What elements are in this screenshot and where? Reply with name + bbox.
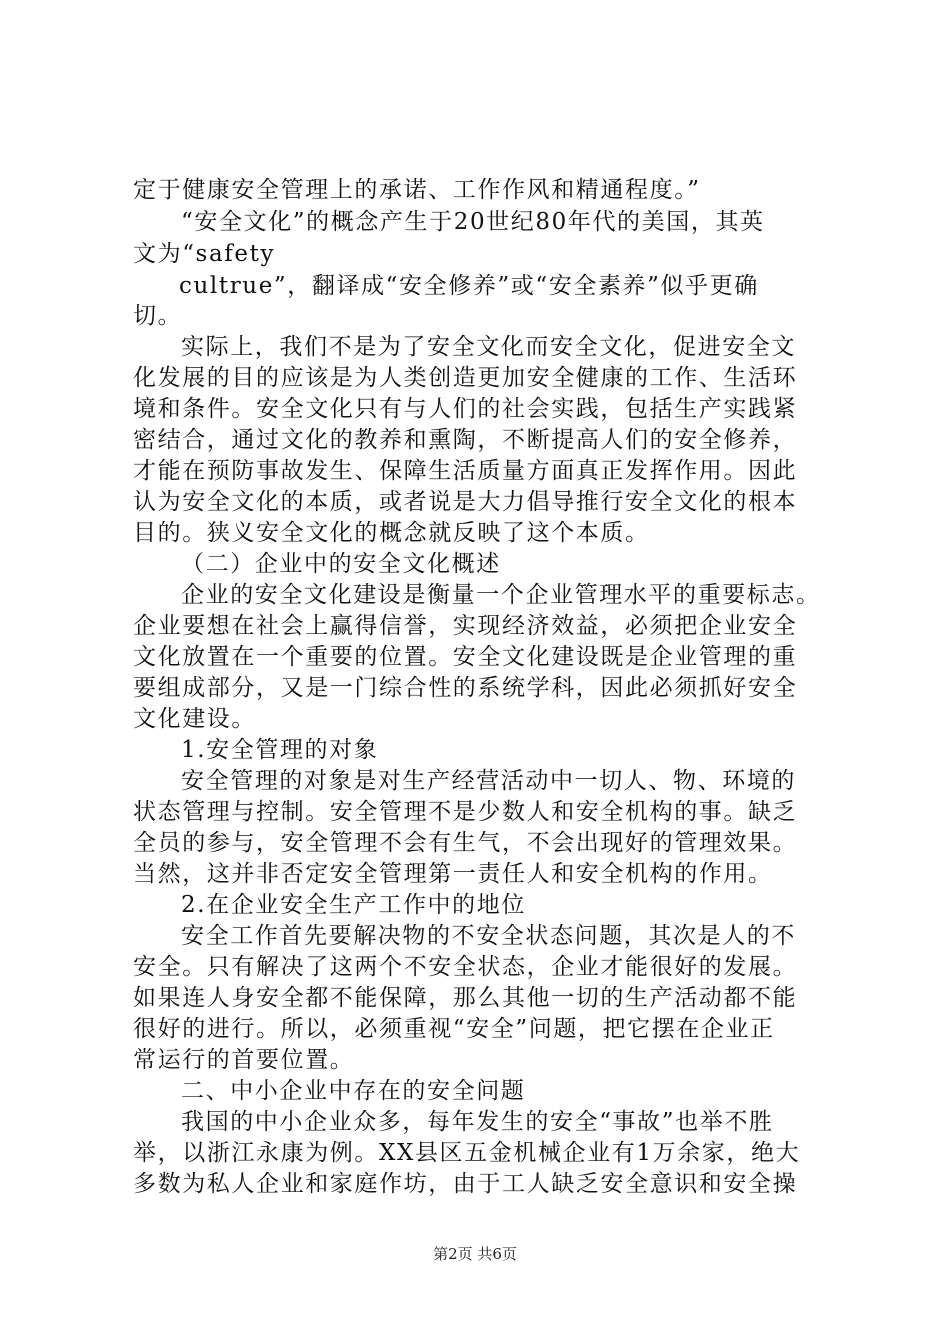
text-line: 才能在预防事故发生、保障生活质量方面真正发挥作用。因此 bbox=[133, 458, 798, 484]
text-line: 目的。狭义安全文化的概念就反映了这个本质。 bbox=[133, 520, 650, 546]
text-line: 如果连人身安全都不能保障，那么其他一切的生产活动都不能 bbox=[133, 985, 798, 1011]
section-heading: 二、中小企业中存在的安全问题 bbox=[181, 1078, 526, 1104]
text-line: 切。 bbox=[133, 303, 183, 329]
text-line: 企业要想在社会上赢得信誉，实现经济效益，必须把企业安全 bbox=[133, 613, 798, 639]
section-heading: 2.在企业安全生产工作中的地位 bbox=[181, 892, 526, 918]
text-line: 要组成部分，又是一门综合性的系统学科，因此必须抓好安全 bbox=[133, 675, 798, 701]
text-line: 安全。只有解决了这两个不安全状态，企业才能很好的发展。 bbox=[133, 954, 798, 980]
text-line: 安全工作首先要解决物的不安全状态问题，其次是人的不 bbox=[181, 923, 796, 949]
section-heading: （二）企业中的安全文化概述 bbox=[181, 551, 501, 577]
text-line: 认为安全文化的本质，或者说是大力倡导推行安全文化的根本 bbox=[133, 489, 798, 515]
text-line: 实际上，我们不是为了安全文化而安全文化，促进安全文 bbox=[181, 334, 796, 360]
text-line: 密结合，通过文化的教养和熏陶，不断提高人们的安全修养， bbox=[133, 427, 798, 453]
section-heading: 1.安全管理的对象 bbox=[181, 737, 379, 763]
text-line: 全员的参与，安全管理不会有生气，不会出现好的管理效果。 bbox=[133, 830, 798, 856]
text-line: 定于健康安全管理上的承诺、工作作风和精通程度。” bbox=[133, 177, 701, 203]
page-number-footer: 第2页 共6页 bbox=[433, 1245, 517, 1263]
text-line: 状态管理与控制。安全管理不是少数人和安全机构的事。缺乏 bbox=[133, 799, 798, 825]
text-line: 文化建设。 bbox=[133, 706, 256, 732]
text-line: 举，以浙江永康为例。XX县区五金机械企业有1万余家，绝大 bbox=[133, 1140, 801, 1166]
text-line: 化发展的目的应该是为人类创造更加安全健康的工作、生活环 bbox=[133, 365, 798, 391]
text-line: 很好的进行。所以，必须重视“安全”问题，把它摆在企业正 bbox=[133, 1016, 775, 1042]
text-line: “安全文化”的概念产生于20世纪80年代的美国，其英 bbox=[181, 209, 765, 235]
text-line: 安全管理的对象是对生产经营活动中一切人、物、环境的 bbox=[181, 768, 796, 794]
text-line: 当然，这并非否定安全管理第一责任人和安全机构的作用。 bbox=[133, 861, 773, 887]
text-line: 多数为私人企业和家庭作坊，由于工人缺乏安全意识和安全操 bbox=[133, 1171, 798, 1197]
text-line: 企业的安全文化建设是衡量一个企业管理水平的重要标志。 bbox=[181, 582, 821, 608]
text-line: 文化放置在一个重要的位置。安全文化建设既是企业管理的重 bbox=[133, 644, 798, 670]
text-line: 境和条件。安全文化只有与人们的社会实践，包括生产实践紧 bbox=[133, 396, 798, 422]
text-line: 我国的中小企业众多，每年发生的安全“事故”也举不胜 bbox=[181, 1109, 774, 1135]
text-line: cultrue”，翻译成“安全修养”或“安全素养”似乎更确 bbox=[179, 273, 759, 299]
text-line: 常运行的首要位置。 bbox=[133, 1047, 355, 1073]
text-line: 文为“safety bbox=[133, 241, 276, 267]
